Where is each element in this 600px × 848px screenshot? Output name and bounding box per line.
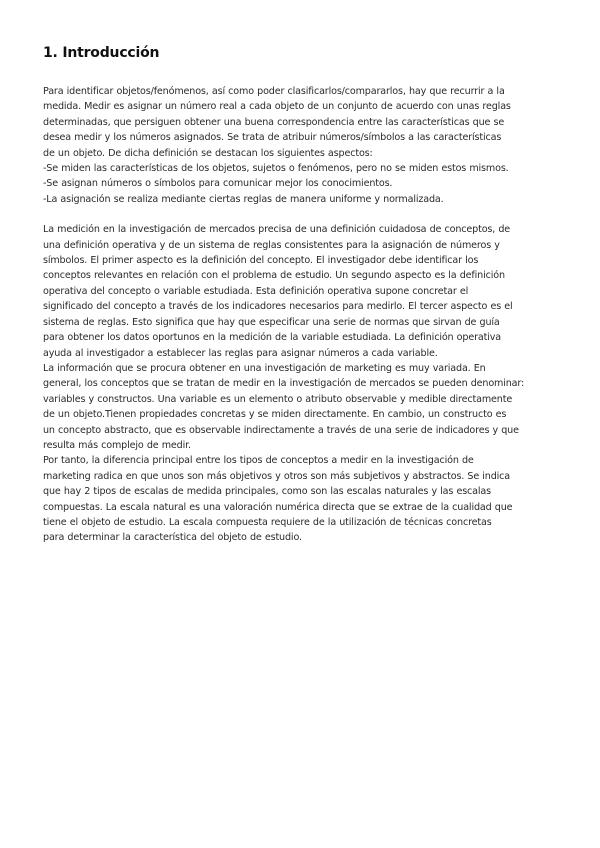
paragraph-body — [43, 222, 558, 546]
text-line: medida. Medir es asignar un número real a cada objeto de un conjunto de acuerdo con unas reglas — [43, 101, 511, 113]
text-line: marketing radica en que unos son más objetivos y otros son más subjetivos y abstractos. Se indica — [43, 470, 511, 482]
text-line: Para identificar objetos/fenómenos, así como poder clasificarlos/compararlos, hay que recurrir a la — [43, 86, 505, 97]
text-line: para obtener los datos oportunos en la medición de la variable estudiada. La definición operativa — [43, 332, 502, 344]
text-line: ayuda al investigador a establecer las reglas para asignar números a cada variable. — [43, 347, 438, 359]
text-line: de un objeto. De dicha definición se destacan los siguientes aspectos: — [43, 147, 373, 159]
text-line: determinadas, que persiguen obtener una buena correspondencia entre las características que se — [43, 116, 505, 128]
bullet-line: -La asignación se realiza mediante ciertas reglas de manera uniforme y normalizada. — [43, 193, 444, 205]
text-line: conceptos relevantes en relación con el problema de estudio. Un segundo aspecto es la definición — [43, 270, 505, 282]
bullet-line: -Se miden las características de los objetos, sujetos o fenómenos, pero no se miden estos mismos. — [43, 163, 509, 175]
text-line: que hay 2 tipos de escalas de medida principales, como son las escalas naturales y las escalas — [43, 486, 492, 498]
paragraph-intro — [43, 84, 558, 207]
text-line: La medición en la investigación de mercados precisa de una definición cuidadosa de conceptos, de — [43, 224, 511, 236]
text-line: La información que se procura obtener en una investigación de marketing es muy variada. En — [43, 362, 486, 374]
section-heading: 1. Introducción — [43, 45, 160, 61]
text-line: compuestas. La escala natural es una valoración numérica directa que se extrae de la cualidad que — [43, 501, 513, 513]
text-line: un concepto abstracto, que es observable indirectamente a través de una serie de indicadores y que — [43, 424, 519, 436]
text-line: variables y constructos. Una variable es un elemento o atributo observable y medible directamente — [43, 393, 513, 405]
text-line: símbolos. El primer aspecto es la definición del concepto. El investigador debe identificar los — [43, 255, 479, 267]
text-line: tiene el objeto de estudio. La escala compuesta requiere de la utilización de técnicas concretas — [43, 516, 492, 528]
text-line: desea medir y los números asignados. Se trata de atribuir números/símbolos a las características — [43, 132, 502, 144]
bullet-line: -Se asignan números o símbolos para comunicar mejor los conocimientos. — [43, 178, 393, 190]
text-line: para determinar la característica del objeto de estudio. — [43, 532, 302, 544]
text-line: Por tanto, la diferencia principal entre los tipos de conceptos a medir en la investigación de — [43, 455, 474, 467]
text-line: significado del concepto a través de los indicadores necesarios para medirlo. El tercer aspecto es el — [43, 301, 513, 313]
text-line: sistema de reglas. Esto significa que hay que especificar una serie de normas que sirvan de guía — [43, 316, 500, 328]
text-line: operativa del concepto o variable estudiada. Esta definición operativa supone concretar el — [43, 285, 469, 297]
text-line: una definición operativa y de un sistema de reglas consistentes para la asignación de números y — [43, 239, 500, 251]
text-line: general, los conceptos que se tratan de medir en la investigación de mercados se pueden denominar: — [43, 378, 525, 390]
text-line: de un objeto.Tienen propiedades concretas y se miden directamente. En cambio, un constructo es — [43, 409, 507, 421]
text-line: resulta más complejo de medir. — [43, 439, 191, 451]
paragraph-gap — [43, 207, 558, 222]
